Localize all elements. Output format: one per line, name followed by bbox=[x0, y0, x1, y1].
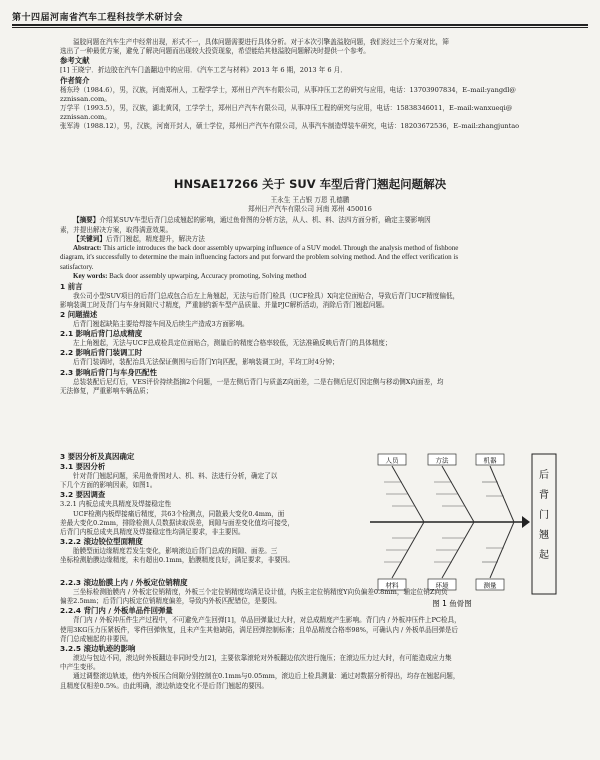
analysis-column bbox=[60, 452, 350, 566]
author-bio-line: zznissan.com。 bbox=[60, 113, 111, 122]
body-line: 三坐标检测胎膜内 / 外板定位销精度，外板三个定位销精度均满足设计值，内板主定位销精度Y向负偏差0.8mm，辅定位销Z向负 bbox=[73, 588, 448, 596]
keywords-en-text: Back door assembly upwarping, Accuracy promoting, Solving method bbox=[109, 272, 307, 281]
body-line: 胎膜型面边缘精度若发生变化，影响滚边后背门总成的间隙、面差。三 bbox=[73, 547, 278, 556]
bone-line bbox=[490, 466, 514, 522]
references-heading: 参考文献 bbox=[60, 56, 90, 66]
article-title: HNSAE17266 关于 SUV 车型后背门翘起问题解决 bbox=[173, 177, 447, 191]
keywords-en-paragraph bbox=[60, 272, 560, 281]
body-line: UCF检测内板焊接痛后精度，共63个检测点，同散最大变化0.4mm，面 bbox=[73, 509, 285, 518]
lower-body bbox=[60, 578, 560, 691]
body-line: 背门内 / 外板冲压件生产过程中，不可避免产生回弹[1]，单品回弹量过大时，对总成精度产生影响。背门内 / 外板冲压件上PC检具， bbox=[73, 616, 461, 625]
abstract-en-text: This article introduces the back door assembly upwarping influence of a SUV model. Through the analysis method of fishbone bbox=[103, 244, 459, 253]
keywords-paragraph bbox=[60, 235, 560, 244]
body-line: 偏差2.5mm；后背门内板定位销精度偏差，导致内外板匹配错位，是要因。 bbox=[60, 597, 281, 606]
fishbone-head-char: 后 bbox=[539, 470, 549, 481]
section-3-2-heading: 3.2 要因调查 bbox=[60, 490, 106, 500]
body-line: 背门总成翘起的非要因。 bbox=[60, 634, 133, 643]
body-line: 滚边与包边不同，滚边时外板翻边非同时受力[2]，主要依靠滚轮对外板翻边依次进行施压；在滚边压力过大时，有可能造成应力集 bbox=[73, 654, 452, 663]
bone-line bbox=[490, 522, 514, 578]
body-line: 无法修复，严重影响车辆品质； bbox=[60, 386, 153, 395]
article-authors: 王永生 王占银 万恩 孔德鹏 bbox=[270, 196, 350, 204]
bone-label-measurement: 测量 bbox=[483, 581, 497, 590]
subsection-3-2-5-heading: 3.2.5 滚边轨迹的影响 bbox=[60, 644, 136, 654]
body-line: 通过调整滚边轨迹，使内外板压合间隙分别控制在0.1mm与0.05mm，滚边后上检具测量：通过对数据分析得出，均存在翘起问题， bbox=[73, 672, 460, 681]
article-front-matter bbox=[60, 196, 560, 396]
abstract-line: 素，并提出解决方案，取得满意效果。 bbox=[60, 225, 173, 234]
body-line: 且精度仅相差0.5%。由此明确，滚边轨迹变化不是后背门翘起的要因。 bbox=[60, 681, 268, 690]
bone-label-people: 人员 bbox=[385, 456, 399, 465]
body-line: 左上角翘起，无法与UCF总成检具定位面贴合，测量后的精度合格率较低，无法准确反映后背门的具体精度； bbox=[73, 339, 392, 348]
header-rule bbox=[12, 24, 588, 26]
section-3-1-heading: 3.1 要因分析 bbox=[60, 462, 106, 471]
subsection-3-2-1-heading: 3.2.1 内板总成夹具精度及焊接稳定性 bbox=[60, 500, 172, 509]
article-affiliation: 郑州日产汽车有限公司 河南 郑州 450016 bbox=[248, 205, 372, 214]
author-bio-line: 万学平（1993.5），男，汉族，湖北黄冈，工学学士，郑州日产汽车有限公司，从事冲压工程的研究与应用，电话：15838346011，E–mail:wanxueqi@ bbox=[60, 104, 513, 113]
body-line: 总装装配后尼灯后，VES评价持续指摘2个问题，一是左侧后背门与质盖Z向面差，二是右侧后尼灯因定侧与移动侧X向面差，均 bbox=[73, 377, 444, 386]
abstract-en-paragraph bbox=[60, 244, 560, 253]
previous-article-tail bbox=[60, 38, 560, 132]
author-bio-line: 杨东玲（1984.6），男，汉族，河南郑州人，工程学学士，郑州日产汽车有限公司，从事冲压工艺的研究与应用，电话：13703907834，E–mail:yangdl@ bbox=[60, 85, 516, 94]
conclusion-line: 溢胶问题在汽车生产中经常出现，形式不一，具体问题需要进行具体分析。对于本次引擎盖溢胶问题，我们经过三个方案对比，筛 bbox=[73, 38, 449, 46]
section-2-2-heading: 2.2 影响后背门装调工时 bbox=[60, 348, 143, 358]
bone-label-environment: 环境 bbox=[435, 581, 449, 590]
fishbone-head-char: 背 bbox=[539, 490, 549, 501]
section-2-1-heading: 2.1 影响后背门总成精度 bbox=[60, 329, 143, 339]
subsection-3-2-2-heading: 3.2.2 滚边铰位型面精度 bbox=[60, 537, 143, 547]
abstract-en-line: diagram, it's successfully to determine the main influencing factors and put forward the problem solving method. And the effect verification is bbox=[60, 253, 459, 262]
keywords-label: 【关键词】 bbox=[73, 234, 106, 243]
section-1-heading: 1 前言 bbox=[60, 281, 83, 291]
body-line: 后背门内板总成夹具精度及焊接稳定性均满足要求，非主要因。 bbox=[60, 528, 245, 537]
abstract-en-line: satisfactory. bbox=[60, 262, 94, 271]
fishbone-arrow bbox=[522, 516, 530, 528]
bone-label-material: 材料 bbox=[385, 581, 399, 590]
body-line: 我公司小型SUV项目的后背门总成包合后左上角翘起，无法与后背门检具（UCF检具）X向定位面贴合，导致后背门UCF精度偏低， bbox=[73, 291, 460, 300]
body-line: 后背门装调时，装配治具无法保证侧围与后背门Y向匹配，影响装调工时，平均工时4分钟； bbox=[73, 358, 339, 367]
keywords-en-label: Key words: bbox=[73, 272, 108, 281]
body-line: 后背门翘起缺陷主要给焊接车间及后续生产造成3方面影响。 bbox=[73, 320, 249, 329]
section-2-heading: 2 问题描述 bbox=[60, 310, 98, 320]
body-line: 针对背门翘起问题，采用鱼骨图对人、机、料、法进行分析，确定了以 bbox=[73, 472, 278, 480]
figure-caption: 图 1 鱼骨图 bbox=[432, 599, 472, 608]
subsection-2-2-3-heading: 2.2.3 滚边胎膜上内 / 外板定位销精度 bbox=[60, 578, 188, 587]
journal-header: 第十四届河南省汽车工程科技学术研讨会 bbox=[12, 13, 184, 23]
reference-item: [1] 王晓宁．折边胶在汽车门盖翻边中的应用．《汽车工艺与材料》2013 年 6 期，2013 年 6 月． bbox=[60, 66, 347, 75]
header-rule-thin bbox=[12, 27, 588, 28]
subsection-2-2-4-heading: 2.2.4 背门内 / 外板单品件回弹量 bbox=[60, 606, 173, 616]
author-bio-heading: 作者简介 bbox=[60, 75, 90, 85]
fishbone-head-char: 起 bbox=[539, 550, 549, 561]
abstract-paragraph bbox=[60, 216, 560, 225]
body-line: 使用3KG压力压紧板件，零件回弹恢复，且未产生其他缺陷，满足回弹控制标准；且单品精度合格率98%，可确认内 / 外板单品回弹是后 bbox=[60, 625, 459, 634]
conclusion-line: 选出了一种最优方案，避免了解决问题而出现较大投资现象，希望能给其他溢胶问题解决时提供一个参考。 bbox=[60, 47, 370, 56]
fishbone-head-char: 翘 bbox=[539, 530, 549, 541]
body-line: 影响装调工时及背门与车身间隙尺寸精度，严重制约新车型产品质量、并量PJC解析活动，消除后背门翘起问题。 bbox=[60, 300, 389, 309]
keywords-text: 后背门翘起，精度提升，解决方法 bbox=[105, 234, 205, 243]
abstract-label: 【摘要】 bbox=[73, 216, 100, 225]
fishbone-head-text bbox=[539, 468, 549, 561]
abstract-text: 介绍某SUV车型后背门总成翘起的影响，通过鱼骨图的分析方法，从人、机、料、法四方面分析，确定主要影响因 bbox=[99, 216, 431, 225]
body-line: 坐标检测胎膜边缘精度，未有超出0.1mm，胎膜精度良好，满足要求，非要因。 bbox=[60, 556, 294, 565]
body-line: 中产生变形。 bbox=[60, 663, 100, 672]
body-line: 下几个方面的影响因素，如图1。 bbox=[60, 481, 157, 490]
bone-label-machine: 机器 bbox=[483, 456, 497, 465]
bone-label-method: 方法 bbox=[435, 456, 449, 465]
fishbone-head-char: 门 bbox=[539, 510, 549, 521]
author-bio-line: 张军涛（1988.12），男，汉族，河南开封人，硕士学位，郑州日产汽车有限公司，从事汽车制造焊装车研究，电话：18203672536，E–mail:zhangjuntao bbox=[60, 122, 520, 131]
author-bio-line: zznissan.com。 bbox=[60, 94, 111, 103]
abstract-en-label: Abstract: bbox=[73, 244, 102, 253]
section-3-heading: 3 要因分析及真因确定 bbox=[60, 452, 135, 461]
body-line: 差最大变化0.2mm，排除检测人员数据读取误差，间隙与面差变化值均可接受， bbox=[60, 518, 294, 527]
section-2-3-heading: 2.3 影响后背门与车身匹配性 bbox=[60, 367, 157, 377]
